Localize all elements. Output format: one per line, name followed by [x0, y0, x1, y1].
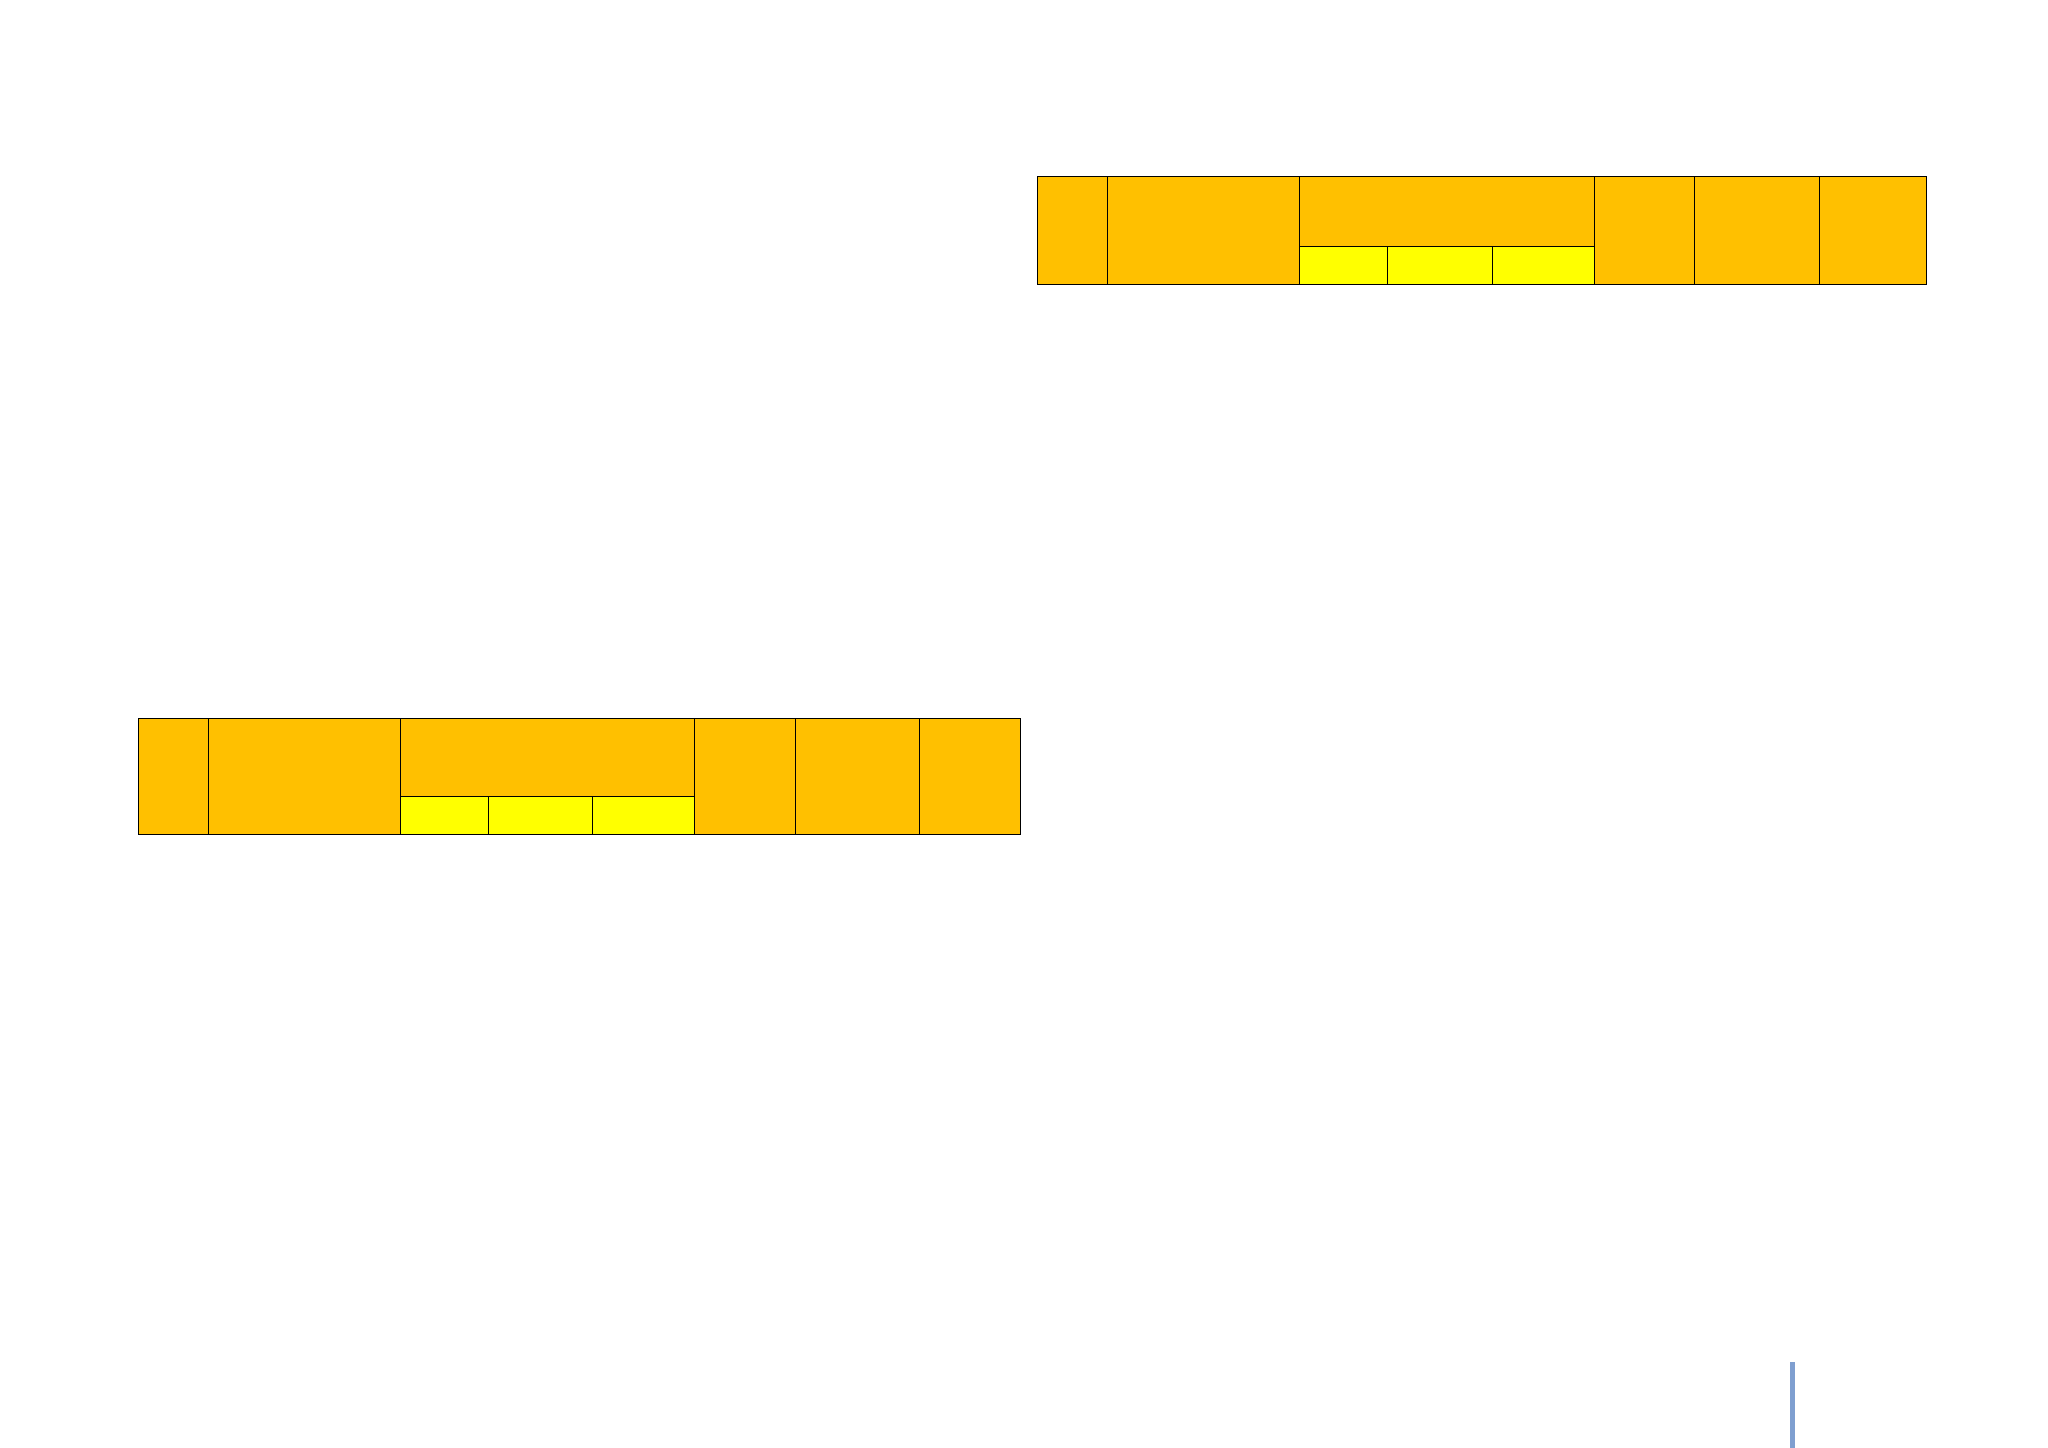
header-bangunan: [796, 719, 920, 835]
header-jumlah-total: [1595, 177, 1695, 285]
header-kebutuhan: [1300, 177, 1595, 247]
header-sedang: [489, 797, 593, 835]
header-jumlah-total: [695, 719, 796, 835]
header-kecil: [1493, 247, 1595, 285]
header-sedang: [1388, 247, 1493, 285]
header-bangunan: [1695, 177, 1820, 285]
header-tambahan: [1820, 177, 1927, 285]
header-kelurahan: [1108, 177, 1300, 285]
header-besar: [401, 797, 489, 835]
housing-needs-table-bottom: [138, 718, 1021, 835]
header-tambahan: [920, 719, 1021, 835]
header-no: [139, 719, 209, 835]
header-besar: [1300, 247, 1388, 285]
footer-divider: [1790, 1362, 1795, 1448]
header-kelurahan: [209, 719, 401, 835]
housing-needs-table-top: [1037, 176, 1927, 285]
header-kebutuhan: [401, 719, 695, 797]
header-no: [1038, 177, 1108, 285]
header-kecil: [593, 797, 695, 835]
